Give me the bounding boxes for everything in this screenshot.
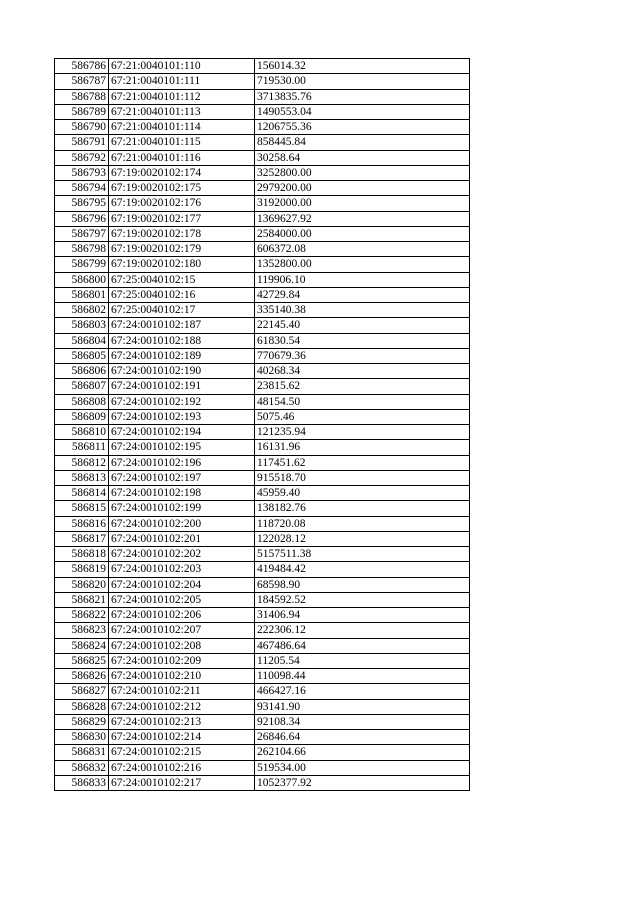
table-row bbox=[55, 104, 470, 119]
cadastral-number-cell: 67:24:0010102:205 bbox=[109, 592, 255, 607]
cadastral-number-cell: 67:24:0010102:201 bbox=[109, 531, 255, 546]
row-id-cell: 586811 bbox=[55, 440, 109, 455]
table-row bbox=[55, 59, 470, 74]
row-id-cell: 586809 bbox=[55, 409, 109, 424]
row-id-cell: 586786 bbox=[55, 59, 109, 74]
value-cell: 519534.00 bbox=[255, 760, 470, 775]
row-id-cell: 586796 bbox=[55, 211, 109, 226]
value-cell: 222306.12 bbox=[255, 623, 470, 638]
cadastral-number-cell: 67:21:0040101:113 bbox=[109, 104, 255, 119]
table-row bbox=[55, 196, 470, 211]
row-id-cell: 586830 bbox=[55, 730, 109, 745]
value-cell: 30258.64 bbox=[255, 150, 470, 165]
cadastral-number-cell: 67:24:0010102:208 bbox=[109, 638, 255, 653]
value-cell: 156014.32 bbox=[255, 59, 470, 74]
value-cell: 1052377.92 bbox=[255, 775, 470, 790]
value-cell: 122028.12 bbox=[255, 531, 470, 546]
table-row bbox=[55, 226, 470, 241]
table-row bbox=[55, 470, 470, 485]
cadastral-number-cell: 67:19:0020102:176 bbox=[109, 196, 255, 211]
table-row bbox=[55, 440, 470, 455]
row-id-cell: 586813 bbox=[55, 470, 109, 485]
value-cell: 335140.38 bbox=[255, 303, 470, 318]
value-cell: 93141.90 bbox=[255, 699, 470, 714]
table-row bbox=[55, 516, 470, 531]
row-id-cell: 586800 bbox=[55, 272, 109, 287]
cadastral-number-cell: 67:24:0010102:217 bbox=[109, 775, 255, 790]
table-row bbox=[55, 608, 470, 623]
table-row bbox=[55, 531, 470, 546]
value-cell: 26846.64 bbox=[255, 730, 470, 745]
table-row bbox=[55, 745, 470, 760]
table-row bbox=[55, 592, 470, 607]
table-row bbox=[55, 653, 470, 668]
cadastral-number-cell: 67:24:0010102:213 bbox=[109, 714, 255, 729]
cadastral-number-cell: 67:24:0010102:187 bbox=[109, 318, 255, 333]
value-cell: 466427.16 bbox=[255, 684, 470, 699]
row-id-cell: 586820 bbox=[55, 577, 109, 592]
row-id-cell: 586821 bbox=[55, 592, 109, 607]
cadastral-number-cell: 67:24:0010102:189 bbox=[109, 348, 255, 363]
value-cell: 770679.36 bbox=[255, 348, 470, 363]
value-cell: 138182.76 bbox=[255, 501, 470, 516]
cadastral-number-cell: 67:24:0010102:204 bbox=[109, 577, 255, 592]
row-id-cell: 586819 bbox=[55, 562, 109, 577]
value-cell: 48154.50 bbox=[255, 394, 470, 409]
row-id-cell: 586807 bbox=[55, 379, 109, 394]
data-table bbox=[54, 58, 470, 791]
table-row bbox=[55, 455, 470, 470]
cadastral-number-cell: 67:25:0040102:15 bbox=[109, 272, 255, 287]
row-id-cell: 586804 bbox=[55, 333, 109, 348]
row-id-cell: 586815 bbox=[55, 501, 109, 516]
table-row bbox=[55, 409, 470, 424]
cadastral-number-cell: 67:21:0040101:116 bbox=[109, 150, 255, 165]
table-row bbox=[55, 638, 470, 653]
value-cell: 22145.40 bbox=[255, 318, 470, 333]
table-row bbox=[55, 364, 470, 379]
cadastral-number-cell: 67:24:0010102:197 bbox=[109, 470, 255, 485]
cadastral-number-cell: 67:24:0010102:206 bbox=[109, 608, 255, 623]
cadastral-number-cell: 67:24:0010102:192 bbox=[109, 394, 255, 409]
table-row bbox=[55, 562, 470, 577]
cadastral-number-cell: 67:21:0040101:114 bbox=[109, 120, 255, 135]
cadastral-number-cell: 67:21:0040101:111 bbox=[109, 74, 255, 89]
cadastral-number-cell: 67:24:0010102:198 bbox=[109, 486, 255, 501]
row-id-cell: 586817 bbox=[55, 531, 109, 546]
cadastral-number-cell: 67:21:0040101:112 bbox=[109, 89, 255, 104]
table-row bbox=[55, 684, 470, 699]
row-id-cell: 586818 bbox=[55, 547, 109, 562]
value-cell: 117451.62 bbox=[255, 455, 470, 470]
table-body bbox=[55, 59, 470, 791]
cadastral-number-cell: 67:19:0020102:177 bbox=[109, 211, 255, 226]
row-id-cell: 586790 bbox=[55, 120, 109, 135]
cadastral-number-cell: 67:19:0020102:179 bbox=[109, 242, 255, 257]
value-cell: 606372.08 bbox=[255, 242, 470, 257]
row-id-cell: 586829 bbox=[55, 714, 109, 729]
row-id-cell: 586806 bbox=[55, 364, 109, 379]
cadastral-number-cell: 67:24:0010102:209 bbox=[109, 653, 255, 668]
cadastral-number-cell: 67:25:0040102:17 bbox=[109, 303, 255, 318]
cadastral-number-cell: 67:24:0010102:203 bbox=[109, 562, 255, 577]
value-cell: 2584000.00 bbox=[255, 226, 470, 241]
table-row bbox=[55, 730, 470, 745]
value-cell: 1369627.92 bbox=[255, 211, 470, 226]
table-row bbox=[55, 775, 470, 790]
value-cell: 40268.34 bbox=[255, 364, 470, 379]
value-cell: 5157511.38 bbox=[255, 547, 470, 562]
value-cell: 1352800.00 bbox=[255, 257, 470, 272]
table-row bbox=[55, 89, 470, 104]
cadastral-number-cell: 67:24:0010102:210 bbox=[109, 669, 255, 684]
row-id-cell: 586805 bbox=[55, 348, 109, 363]
row-id-cell: 586814 bbox=[55, 486, 109, 501]
row-id-cell: 586799 bbox=[55, 257, 109, 272]
row-id-cell: 586833 bbox=[55, 775, 109, 790]
cadastral-number-cell: 67:24:0010102:199 bbox=[109, 501, 255, 516]
cadastral-number-cell: 67:24:0010102:207 bbox=[109, 623, 255, 638]
cadastral-number-cell: 67:24:0010102:190 bbox=[109, 364, 255, 379]
row-id-cell: 586789 bbox=[55, 104, 109, 119]
row-id-cell: 586827 bbox=[55, 684, 109, 699]
value-cell: 110098.44 bbox=[255, 669, 470, 684]
row-id-cell: 586798 bbox=[55, 242, 109, 257]
table-row bbox=[55, 669, 470, 684]
table-row bbox=[55, 699, 470, 714]
table-row bbox=[55, 547, 470, 562]
cadastral-number-cell: 67:24:0010102:193 bbox=[109, 409, 255, 424]
value-cell: 2979200.00 bbox=[255, 181, 470, 196]
value-cell: 467486.64 bbox=[255, 638, 470, 653]
row-id-cell: 586808 bbox=[55, 394, 109, 409]
cadastral-number-cell: 67:19:0020102:175 bbox=[109, 181, 255, 196]
table-row bbox=[55, 333, 470, 348]
row-id-cell: 586797 bbox=[55, 226, 109, 241]
table-row bbox=[55, 623, 470, 638]
row-id-cell: 586791 bbox=[55, 135, 109, 150]
cadastral-number-cell: 67:21:0040101:115 bbox=[109, 135, 255, 150]
table-row bbox=[55, 287, 470, 302]
table-row bbox=[55, 165, 470, 180]
value-cell: 858445.84 bbox=[255, 135, 470, 150]
value-cell: 3252800.00 bbox=[255, 165, 470, 180]
table-row bbox=[55, 181, 470, 196]
cadastral-number-cell: 67:25:0040102:16 bbox=[109, 287, 255, 302]
cadastral-number-cell: 67:24:0010102:200 bbox=[109, 516, 255, 531]
table-row bbox=[55, 348, 470, 363]
cadastral-number-cell: 67:24:0010102:211 bbox=[109, 684, 255, 699]
value-cell: 915518.70 bbox=[255, 470, 470, 485]
table-row bbox=[55, 394, 470, 409]
row-id-cell: 586792 bbox=[55, 150, 109, 165]
table-row bbox=[55, 318, 470, 333]
row-id-cell: 586801 bbox=[55, 287, 109, 302]
table-row bbox=[55, 242, 470, 257]
cadastral-number-cell: 67:24:0010102:195 bbox=[109, 440, 255, 455]
cadastral-number-cell: 67:24:0010102:216 bbox=[109, 760, 255, 775]
cadastral-number-cell: 67:24:0010102:191 bbox=[109, 379, 255, 394]
value-cell: 1490553.04 bbox=[255, 104, 470, 119]
row-id-cell: 586793 bbox=[55, 165, 109, 180]
row-id-cell: 586828 bbox=[55, 699, 109, 714]
value-cell: 45959.40 bbox=[255, 486, 470, 501]
row-id-cell: 586787 bbox=[55, 74, 109, 89]
row-id-cell: 586812 bbox=[55, 455, 109, 470]
value-cell: 119906.10 bbox=[255, 272, 470, 287]
value-cell: 3192000.00 bbox=[255, 196, 470, 211]
row-id-cell: 586810 bbox=[55, 425, 109, 440]
value-cell: 121235.94 bbox=[255, 425, 470, 440]
table-row bbox=[55, 257, 470, 272]
table-row bbox=[55, 303, 470, 318]
row-id-cell: 586824 bbox=[55, 638, 109, 653]
value-cell: 92108.34 bbox=[255, 714, 470, 729]
value-cell: 419484.42 bbox=[255, 562, 470, 577]
row-id-cell: 586822 bbox=[55, 608, 109, 623]
value-cell: 262104.66 bbox=[255, 745, 470, 760]
row-id-cell: 586823 bbox=[55, 623, 109, 638]
row-id-cell: 586816 bbox=[55, 516, 109, 531]
value-cell: 16131.96 bbox=[255, 440, 470, 455]
row-id-cell: 586831 bbox=[55, 745, 109, 760]
value-cell: 61830.54 bbox=[255, 333, 470, 348]
table-row bbox=[55, 425, 470, 440]
value-cell: 68598.90 bbox=[255, 577, 470, 592]
table-row bbox=[55, 211, 470, 226]
table-row bbox=[55, 577, 470, 592]
cadastral-number-cell: 67:24:0010102:196 bbox=[109, 455, 255, 470]
cadastral-number-cell: 67:21:0040101:110 bbox=[109, 59, 255, 74]
value-cell: 31406.94 bbox=[255, 608, 470, 623]
table-row bbox=[55, 135, 470, 150]
value-cell: 11205.54 bbox=[255, 653, 470, 668]
cadastral-number-cell: 67:24:0010102:188 bbox=[109, 333, 255, 348]
cadastral-number-cell: 67:24:0010102:194 bbox=[109, 425, 255, 440]
table-row bbox=[55, 120, 470, 135]
value-cell: 3713835.76 bbox=[255, 89, 470, 104]
cadastral-number-cell: 67:19:0020102:174 bbox=[109, 165, 255, 180]
cadastral-number-cell: 67:19:0020102:180 bbox=[109, 257, 255, 272]
table-row bbox=[55, 486, 470, 501]
value-cell: 118720.08 bbox=[255, 516, 470, 531]
value-cell: 184592.52 bbox=[255, 592, 470, 607]
cadastral-number-cell: 67:24:0010102:214 bbox=[109, 730, 255, 745]
table-row bbox=[55, 74, 470, 89]
value-cell: 42729.84 bbox=[255, 287, 470, 302]
cadastral-number-cell: 67:24:0010102:202 bbox=[109, 547, 255, 562]
row-id-cell: 586832 bbox=[55, 760, 109, 775]
row-id-cell: 586794 bbox=[55, 181, 109, 196]
table-row bbox=[55, 501, 470, 516]
value-cell: 5075.46 bbox=[255, 409, 470, 424]
table-row bbox=[55, 714, 470, 729]
value-cell: 1206755.36 bbox=[255, 120, 470, 135]
row-id-cell: 586803 bbox=[55, 318, 109, 333]
table-row bbox=[55, 379, 470, 394]
row-id-cell: 586795 bbox=[55, 196, 109, 211]
cadastral-number-cell: 67:24:0010102:215 bbox=[109, 745, 255, 760]
row-id-cell: 586788 bbox=[55, 89, 109, 104]
cadastral-number-cell: 67:19:0020102:178 bbox=[109, 226, 255, 241]
row-id-cell: 586825 bbox=[55, 653, 109, 668]
value-cell: 23815.62 bbox=[255, 379, 470, 394]
table-row bbox=[55, 150, 470, 165]
value-cell: 719530.00 bbox=[255, 74, 470, 89]
cadastral-number-cell: 67:24:0010102:212 bbox=[109, 699, 255, 714]
table-row bbox=[55, 272, 470, 287]
row-id-cell: 586802 bbox=[55, 303, 109, 318]
row-id-cell: 586826 bbox=[55, 669, 109, 684]
table-row bbox=[55, 760, 470, 775]
